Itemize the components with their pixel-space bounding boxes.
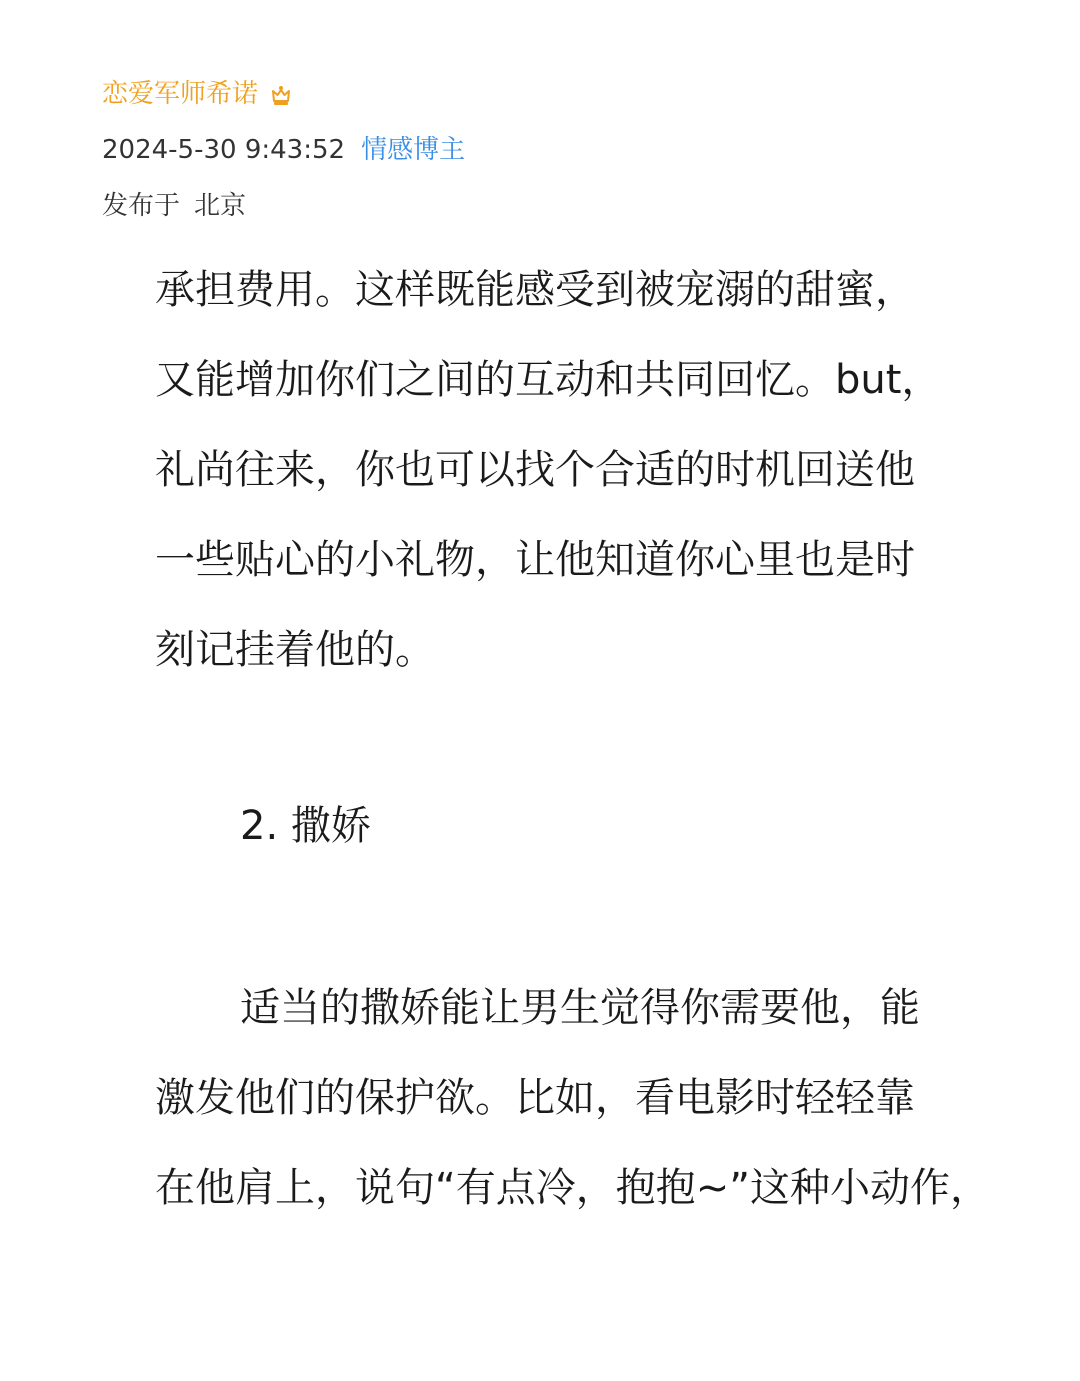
crown-icon (270, 85, 292, 107)
post-header (102, 72, 465, 228)
paragraph-line: 一些贴心的小礼物，让他知道你心里也是时 (155, 537, 915, 583)
paragraph-line: 在他肩上，说句“有点冷，抱抱~”这种小动作， (155, 1165, 990, 1211)
meta-row (102, 128, 465, 172)
location-label: 发布于 (102, 191, 181, 221)
paragraph-line: 又能增加你们之间的互动和共同回忆。but， (155, 357, 942, 403)
paragraph-line: 承担费用。这样既能感受到被宠溺的甜蜜， (155, 267, 915, 313)
paragraph-line: 刻记挂着他的。 (155, 627, 435, 673)
paragraph-line: 礼尚往来，你也可以找个合适的时机回送他 (155, 447, 915, 493)
paragraph-line: 激发他们的保护欲。比如，看电影时轻轻靠 (155, 1075, 915, 1121)
location-row (102, 184, 465, 228)
author-name[interactable]: 恋爱军师希诺 (102, 79, 259, 109)
section-heading: 2. 撒娇 (240, 803, 371, 849)
blogger-tag[interactable]: 情感博主 (361, 135, 466, 165)
paragraph-line: 适当的撒娇能让男生觉得你需要他，能 (240, 985, 920, 1031)
author-row (102, 72, 465, 116)
post-timestamp: 2024-5-30 9:43:52 (102, 135, 346, 165)
location-value: 北京 (194, 191, 247, 221)
